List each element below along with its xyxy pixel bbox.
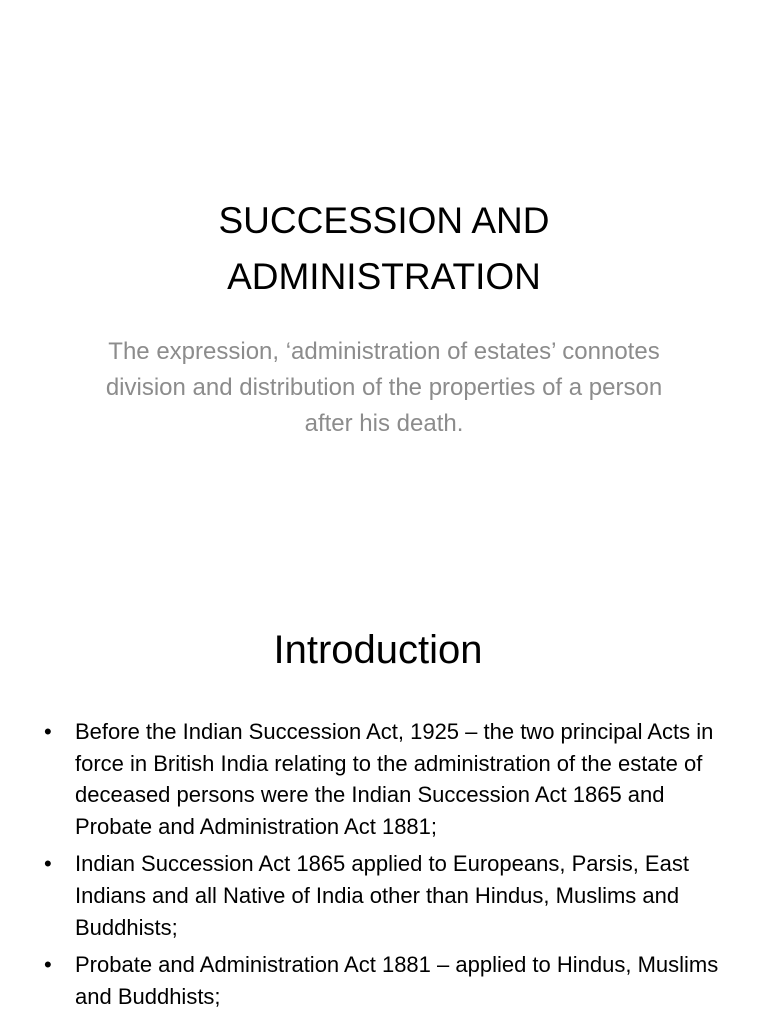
slide-title-text: SUCCESSION AND ADMINISTRATION xyxy=(218,200,550,297)
slide-introduction xyxy=(0,576,768,1024)
slide-subtitle-text: The expression, ‘administration of estates’ connotes division and distribution of the properties of a person after his death. xyxy=(105,338,663,437)
bullet-text: Indian Succession Act 1865 applied to Europeans, Parsis, East Indians and all Native of India other than Hindus, Muslims and Buddhists; xyxy=(75,851,689,940)
introduction-heading: Introduction xyxy=(273,628,483,672)
bullet-item xyxy=(40,848,730,943)
bullet-text: Before the Indian Succession Act, 1925 – the two principal Acts in force in British India relating to the administration of the estate of deceased persons were the Indian Succession Act 1865 and Probate and Administration Act 1881; xyxy=(75,719,714,839)
bullet-item xyxy=(40,716,730,842)
bullet-dot-icon: • xyxy=(44,719,52,744)
bullet-text: Probate and Administration Act 1881 – applied to Hindus, Muslims and Buddhists; xyxy=(75,952,719,1009)
bullet-dot-icon: • xyxy=(44,952,52,978)
bullet-dot-icon: • xyxy=(44,851,52,877)
bullet-item xyxy=(40,949,730,1012)
bullet-list xyxy=(40,716,730,1018)
